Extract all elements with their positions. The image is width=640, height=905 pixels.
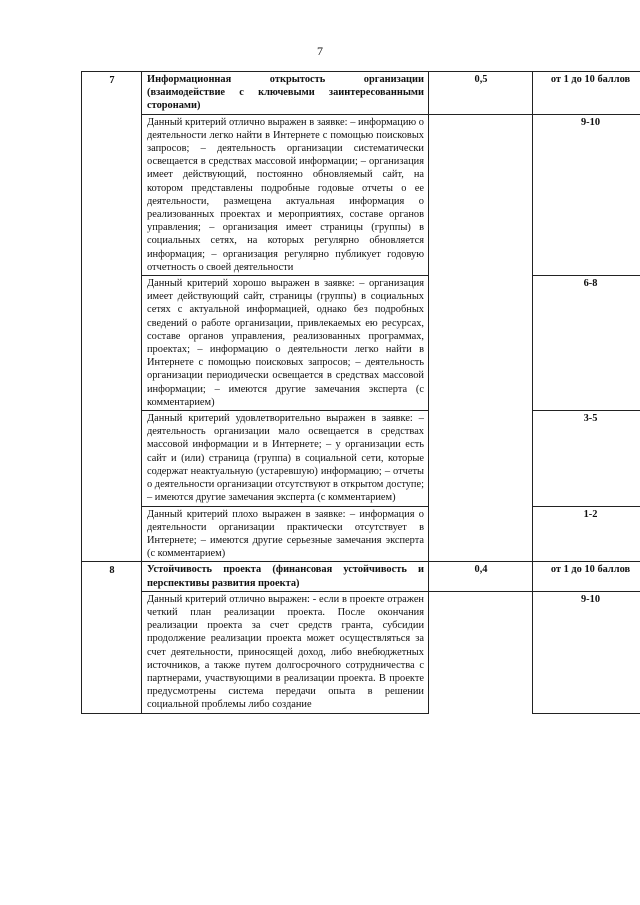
criteria-table [81, 71, 640, 714]
criterion-range: от 1 до 10 баллов [533, 72, 640, 115]
criterion-row [82, 72, 640, 115]
level-row [82, 506, 640, 562]
weight-empty-cell [429, 591, 533, 713]
level-score: 3-5 [533, 411, 640, 506]
criterion-number: 7 [82, 72, 142, 562]
level-row [82, 411, 640, 506]
level-description: Данный критерий отлично выражен: - если в проекте отражен четкий план реализации проекта. После окончания реализации проекта за счет средств гранта, субсидии продолжение реализации проекта может осуществляться за счет деятельности, приносящей доход, либо внебюджетных источников, а также путем долгосрочного сотрудничества с партнерами, участвующими в реализации проекта. В проекте предусмотрены система передачи опыта в решении социальной проблемы либо создание [142, 591, 429, 713]
criterion-range: от 1 до 10 баллов [533, 562, 640, 591]
level-description: Данный критерий плохо выражен в заявке: – информация о деятельности организации практически отсутствует в Интернете; – имеются другие серьезные замечания эксперта (с комментарием) [142, 506, 429, 562]
level-score: 6-8 [533, 276, 640, 411]
level-row [82, 276, 640, 411]
level-score: 9-10 [533, 114, 640, 275]
level-score: 9-10 [533, 591, 640, 713]
page-number: 7 [317, 44, 323, 58]
weight-empty-cell [429, 506, 533, 562]
level-description: Данный критерий хорошо выражен в заявке: – организация имеет действующий сайт, страницы (группы) в социальных сетях с актуальной информацией, однако без подробных сведений о работе организации, привлекаемых ею ресурсах, составе органов управления, реализованных программах, проектах; – информацию о деятельности легко найти в Интернете с помощью поисковых запросов; – деятельность организации периодически освещается в средствах массовой информации; – имеются другие замечания эксперта (с комментарием) [142, 276, 429, 411]
level-description: Данный критерий удовлетворительно выражен в заявке: – деятельность организации мало освещается в средствах массовой информации и в Интернете; – у организации есть сайт и (или) страница (группа) в социальной сети, которые содержат неактуальную (устаревшую) информацию; – отчеты о деятельности организации отсутствуют в открытом доступе; – имеются другие замечания эксперта (с комментарием) [142, 411, 429, 506]
level-row [82, 591, 640, 713]
level-description: Данный критерий отлично выражен в заявке: – информацию о деятельности легко найти в Интернете с помощью поисковых запросов; – деятельность организации систематически освещается в средствах массовой информации; – организация имеет действующий, постоянно обновляемый сайт, на котором представлены подробные годовые отчеты о ее деятельности, размещена актуальная информация о реализованных проектах и мероприятиях, составе органов управления; – организация имеет страницы (группы) в социальных сетях, на которых регулярно обновляется информация; – организация регулярно публикует годовую отчетность о своей деятельности [142, 114, 429, 275]
criterion-title: Устойчивость проекта (финансовая устойчивость и перспективы развития проекта) [142, 562, 429, 591]
level-row [82, 114, 640, 275]
weight-empty-cell [429, 411, 533, 506]
level-score: 1-2 [533, 506, 640, 562]
weight-empty-cell [429, 276, 533, 411]
weight-empty-cell [429, 114, 533, 275]
criterion-row [82, 562, 640, 591]
criterion-number: 8 [82, 562, 142, 713]
criterion-weight: 0,5 [429, 72, 533, 115]
criterion-weight: 0,4 [429, 562, 533, 591]
criterion-title: Информационная открытость организации (взаимодействие с ключевыми заинтересованными сторонами) [142, 72, 429, 115]
